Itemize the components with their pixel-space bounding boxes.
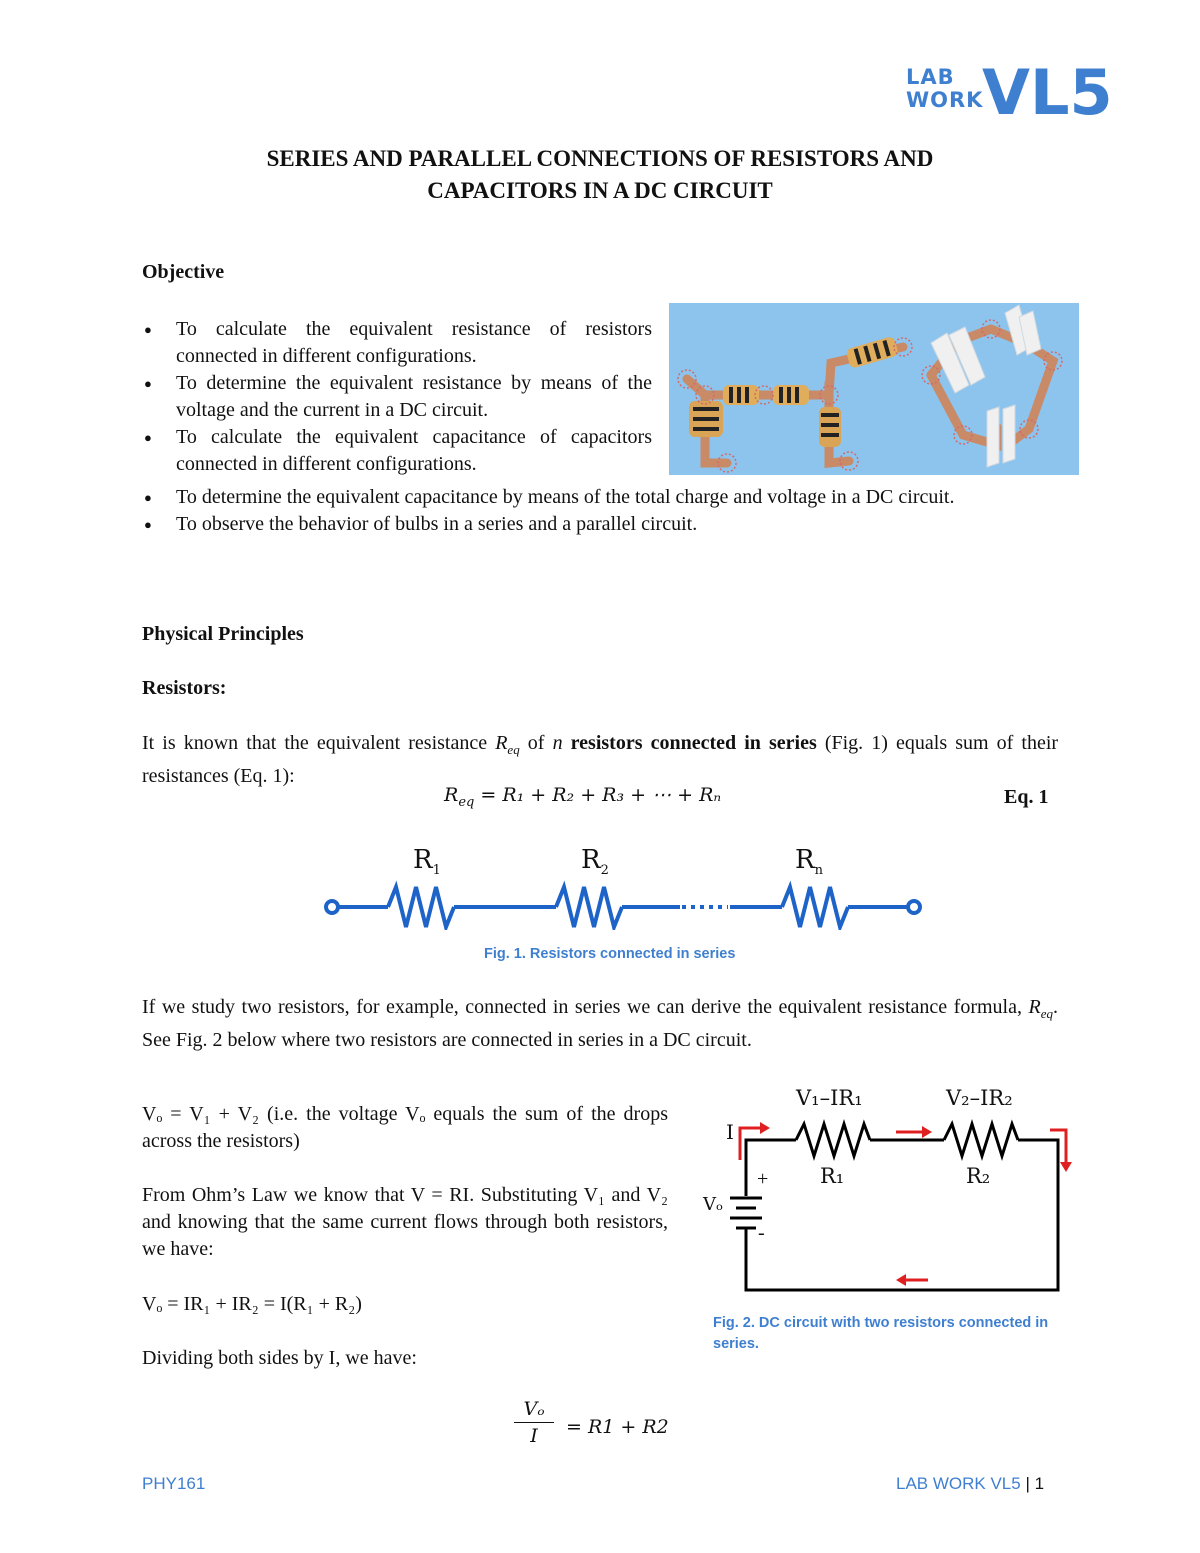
terminal-left: [326, 901, 338, 913]
current-arrow: [740, 1128, 760, 1160]
resistor-r2: [944, 1124, 1018, 1156]
fig2-caption-line2: series.: [713, 1336, 759, 1352]
req-main: R: [495, 732, 508, 754]
resistor-r2: [556, 887, 622, 927]
req-sub: eq: [1040, 1006, 1053, 1021]
list-item: ● To determine the equivalent capacitance by means of the total charge and voltage in a DC circuit.: [142, 484, 1058, 511]
fig2-label-v2: V₂–IR₂: [946, 1086, 1013, 1110]
footer-lab: [896, 1474, 1044, 1494]
resistor-r1: [796, 1124, 870, 1156]
objective-list: [142, 316, 652, 478]
fig1-label-r2: [581, 845, 609, 878]
lab-work-logo-text: [906, 66, 983, 112]
logo-line2: WORK: [906, 88, 984, 112]
list-item: ● To calculate the equivalent resistance of resistors connected in different configurations.: [142, 316, 652, 370]
intro-text: It is known that the equivalent resistance: [142, 732, 488, 754]
circuit-wire: [746, 1140, 1058, 1290]
fig2-current-label: I: [726, 1120, 734, 1144]
fig2-label-r1: R₁: [820, 1164, 845, 1188]
req-main: R: [444, 784, 459, 806]
derivation-line-4: Dividing both sides by I, we have:: [142, 1347, 417, 1369]
intro-paragraph: [142, 730, 1058, 790]
equation-1-label: Eq. 1: [1004, 786, 1049, 808]
page-title-line2: CAPACITORS IN A DC CIRCUIT: [427, 178, 773, 203]
equation-1: [444, 784, 721, 810]
resistors-subheading: Resistors:: [142, 677, 227, 699]
paragraph-2: [142, 994, 1058, 1054]
fig2-caption-line1: Fig. 2. DC circuit with two resistors connected in: [713, 1315, 1049, 1331]
footer-separator: |: [1025, 1474, 1030, 1493]
label-sub: n: [814, 863, 823, 879]
req-symbol: [1028, 996, 1054, 1021]
fig1-label-rn: [795, 845, 823, 878]
fig2-minus-sign: -: [758, 1222, 765, 1244]
objective-list-continued: [142, 484, 1058, 538]
capacitor-plate: [987, 407, 999, 467]
page-number: 1: [1034, 1474, 1045, 1493]
fig1-label-r1: [413, 845, 441, 878]
circuit-wire: [746, 1140, 796, 1188]
label-main: R: [413, 845, 433, 875]
derivation-line-1: Vₒ = V₁ + V₂ (i.e. the voltage Vₒ equals the sum of the drops across the resistors): [142, 1103, 668, 1152]
lab-code-logo: VL5: [982, 56, 1113, 129]
series-resistors-figure: [318, 840, 928, 930]
equation-1-rhs: = R₁ + R₂ + R₃ + ⋯ + Rₙ: [480, 784, 722, 806]
derivation-line-2: From Ohm’s Law we know that V = RI. Substituting V₁ and V₂ and knowing that the same current flows through both resistors, we have:: [142, 1184, 668, 1260]
intro-text: of: [527, 732, 545, 754]
n-symbol: n: [552, 732, 563, 754]
footer-lab-name: LAB WORK VL5: [896, 1474, 1021, 1493]
req-sub: eq: [458, 794, 475, 810]
label-main: R: [795, 845, 815, 875]
capacitor-plate: [1003, 405, 1015, 463]
fig2-label-v1: V₁–IR₁: [796, 1086, 863, 1110]
fig1-caption: Fig. 1. Resistors connected in series: [484, 946, 736, 962]
intro-text: (Fig. 1) equals: [824, 732, 948, 754]
req-symbol: [495, 732, 520, 757]
fraction: [514, 1398, 554, 1447]
req-main: R: [1028, 996, 1041, 1018]
fig2-caption: [713, 1313, 1073, 1355]
components-illustration: [669, 303, 1079, 475]
label-sub: 2: [600, 863, 609, 879]
req-sub: eq: [507, 742, 520, 757]
logo-line1: LAB: [906, 65, 955, 89]
intro-text: sum of their resistances (Eq. 1):: [142, 732, 1059, 787]
fig2-plus-sign: +: [757, 1168, 769, 1190]
resistor-r1: [388, 887, 454, 927]
page-title-line1: SERIES AND PARALLEL CONNECTIONS OF RESISTORS AND: [266, 146, 934, 171]
fig2-label-r2: R₂: [966, 1164, 991, 1188]
dc-circuit-figure: [700, 1080, 1090, 1320]
principles-heading: Physical Principles: [142, 623, 304, 645]
fraction-numerator: Vₒ: [523, 1398, 545, 1420]
label-main: R: [581, 845, 601, 875]
list-item: ● To calculate the equivalent capacitance of capacitors connected in different configurations.: [142, 424, 652, 478]
para2-text: If we study two resistors, for example, connected in series we can derive the equivalent resistance formula,: [142, 996, 1022, 1018]
derivation-line-3: Vₒ = IR₁ + IR₂ = I(R₁ + R₂): [142, 1293, 362, 1315]
list-item: ● To determine the equivalent resistance by means of the voltage and the current in a DC circuit.: [142, 370, 652, 424]
terminal-right: [908, 901, 920, 913]
objective-heading: Objective: [142, 261, 225, 283]
resistor-rn: [782, 887, 848, 927]
intro-bold-text: resistors connected in series: [570, 732, 817, 754]
footer-course: PHY161: [142, 1474, 206, 1493]
label-sub: 1: [432, 863, 441, 879]
list-item: ● To observe the behavior of bulbs in a series and a parallel circuit.: [142, 511, 1058, 538]
fig2-source-label: Vₒ: [703, 1194, 723, 1215]
para2-text: . See Fig. 2 below where two resistors are connected in series in a DC circuit.: [142, 996, 1058, 1051]
final-equation-rhs: = R1 + R2: [566, 1416, 669, 1438]
fraction-denominator: I: [514, 1422, 554, 1447]
